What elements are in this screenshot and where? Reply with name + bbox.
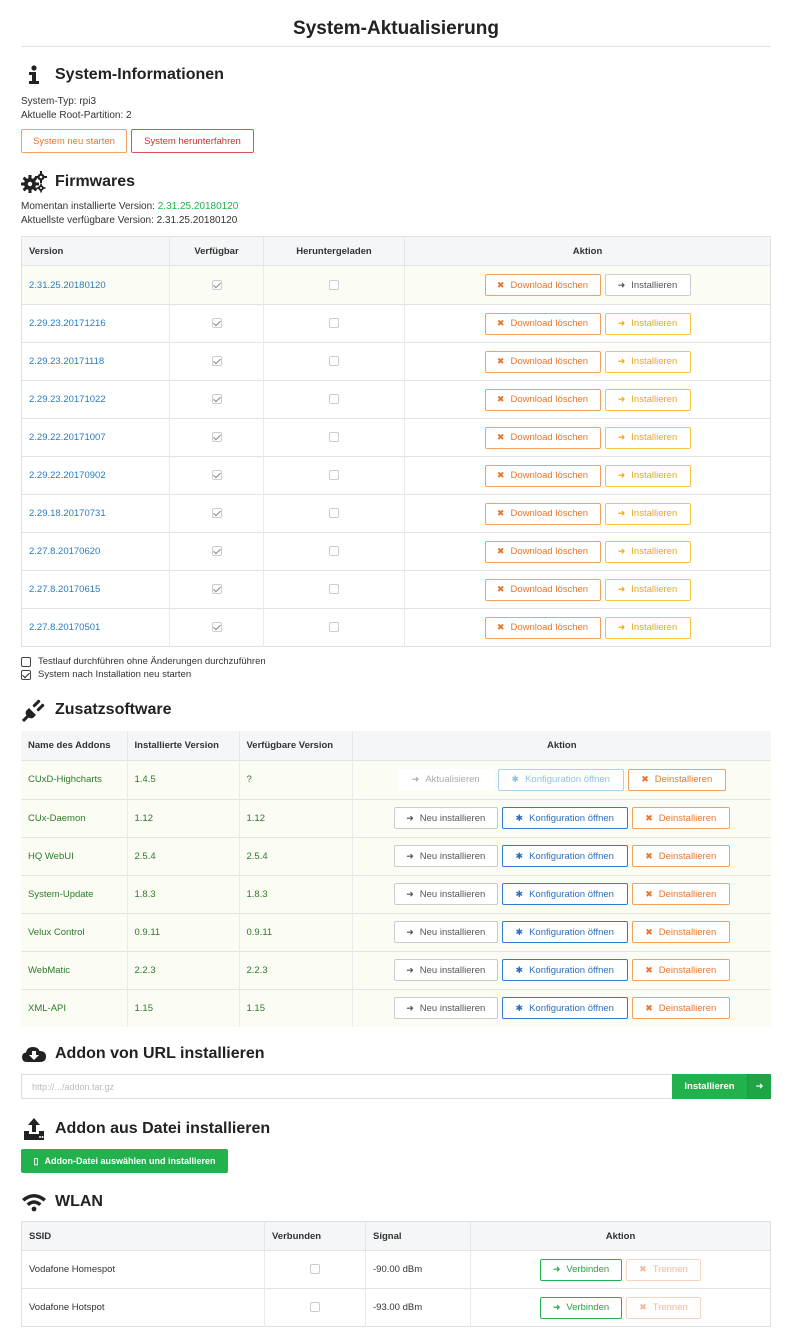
- times-icon: ✖: [641, 774, 649, 784]
- delete-download-button[interactable]: [485, 351, 601, 373]
- available-checkbox: [212, 622, 222, 632]
- downloaded-checkbox: [329, 280, 339, 290]
- install-firmware-label: Installieren: [631, 394, 678, 405]
- uninstall-addon-label: Deinstallieren: [658, 812, 717, 824]
- option-reboot[interactable]: [21, 669, 191, 680]
- times-icon: ✖: [496, 584, 505, 594]
- available-checkbox: [212, 432, 222, 442]
- firmware-version-link[interactable]: 2.27.8.20170615: [22, 571, 170, 609]
- system-info-header: [21, 63, 224, 87]
- reinstall-addon-label: Neu installieren: [419, 1002, 486, 1014]
- gear-icon: ✱: [515, 964, 524, 975]
- delete-download-button[interactable]: [485, 541, 601, 563]
- dryrun-label: Testlauf durchführen ohne Änderungen durchzuführen: [38, 656, 266, 667]
- delete-download-label: Download löschen: [510, 318, 589, 329]
- delete-download-button[interactable]: [485, 617, 601, 639]
- gear-icon: ✱: [515, 850, 524, 861]
- sign-in-icon: ➜: [617, 356, 626, 366]
- install-firmware-button[interactable]: [605, 541, 691, 563]
- delete-download-label: Download löschen: [510, 508, 589, 519]
- firmware-version-link[interactable]: 2.29.23.20171022: [22, 381, 170, 419]
- sign-in-icon: ➜: [617, 470, 626, 480]
- delete-download-button[interactable]: [485, 389, 601, 411]
- addon-name: XML-API: [21, 989, 127, 1027]
- install-firmware-button[interactable]: [605, 465, 691, 487]
- connect-label: Verbinden: [566, 1264, 610, 1275]
- reboot-checkbox[interactable]: [21, 670, 31, 680]
- addon-name: System-Update: [21, 875, 127, 913]
- reinstall-addon-label: Neu installieren: [419, 888, 486, 900]
- addons-heading: Zusatzsoftware: [55, 701, 172, 718]
- available-checkbox: [212, 394, 222, 404]
- addon-installed-version: 2.5.4: [127, 837, 239, 875]
- table-row: [22, 609, 771, 647]
- page-title: System-Aktualisierung: [21, 18, 771, 47]
- open-config-label: Konfiguration öffnen: [529, 850, 614, 862]
- reinstall-addon-button[interactable]: [394, 959, 498, 981]
- table-row: [22, 266, 771, 305]
- open-config-button[interactable]: [502, 997, 628, 1019]
- upload-icon: [21, 1117, 47, 1141]
- reinstall-addon-button[interactable]: [394, 883, 498, 905]
- connect-button[interactable]: [540, 1297, 622, 1319]
- times-icon: ✖: [496, 546, 505, 556]
- wlan-heading: WLAN: [55, 1193, 103, 1210]
- times-icon: ✖: [496, 622, 505, 632]
- addon-name: Velux Control: [21, 913, 127, 951]
- open-config-label: Konfiguration öffnen: [529, 964, 614, 976]
- url-install-button[interactable]: [672, 1074, 771, 1099]
- addons-table: [21, 731, 771, 1027]
- installed-version-line: [21, 201, 238, 212]
- uninstall-addon-label: Deinstallieren: [658, 926, 717, 938]
- install-firmware-label: Installieren: [631, 470, 678, 481]
- addon-installed-version: 2.2.3: [127, 951, 239, 989]
- open-config-button[interactable]: [502, 845, 628, 867]
- col-addon-name: Name des Addons: [21, 731, 127, 760]
- reinstall-addon-label: Neu installieren: [419, 812, 486, 824]
- plug-icon: [21, 698, 47, 722]
- gear-icon: ✱: [515, 926, 524, 937]
- uninstall-addon-button[interactable]: [632, 959, 730, 981]
- firmwares-header: [21, 170, 135, 194]
- times-icon: ✖: [496, 394, 505, 404]
- sign-in-icon: ➜: [617, 318, 626, 328]
- delete-download-label: Download löschen: [510, 356, 589, 367]
- open-config-button[interactable]: [502, 959, 628, 981]
- connected-checkbox: [310, 1264, 320, 1274]
- wlan-header: [21, 1190, 103, 1214]
- gear-icon: ✱: [511, 774, 520, 784]
- addon-installed-version: 1.4.5: [127, 760, 239, 799]
- downloaded-checkbox: [329, 318, 339, 328]
- addon-available-version: 0.9.11: [239, 913, 352, 951]
- firmware-version-link[interactable]: 2.29.23.20171216: [22, 305, 170, 343]
- uninstall-addon-label: Deinstallieren: [658, 1002, 717, 1014]
- sign-in-icon: ➜: [406, 812, 414, 823]
- delete-download-label: Download löschen: [510, 279, 589, 291]
- col-connected: Verbunden: [265, 1222, 366, 1251]
- wlan-signal: -90.00 dBm: [366, 1251, 471, 1289]
- disconnect-label: Trennen: [652, 1302, 688, 1313]
- shutdown-system-button[interactable]: System herunterfahren: [131, 129, 254, 153]
- firmware-version-link[interactable]: 2.29.18.20170731: [22, 495, 170, 533]
- sign-in-icon: ➜: [617, 622, 626, 632]
- choose-file-install-button[interactable]: [21, 1149, 228, 1173]
- times-icon: ✖: [496, 432, 505, 442]
- choose-file-label: Addon-Datei auswählen und installieren: [44, 1156, 216, 1166]
- sign-in-icon: ➜: [747, 1074, 771, 1099]
- table-row: [22, 381, 771, 419]
- install-firmware-button[interactable]: [605, 579, 691, 601]
- addon-available-version: 1.8.3: [239, 875, 352, 913]
- col-installed-version: Installierte Version: [127, 731, 239, 760]
- install-firmware-button[interactable]: [605, 427, 691, 449]
- available-checkbox: [212, 546, 222, 556]
- reinstall-addon-label: Neu installieren: [419, 964, 486, 976]
- delete-download-label: Download löschen: [510, 394, 589, 405]
- install-firmware-label: Installieren: [631, 356, 678, 367]
- uninstall-addon-button[interactable]: [632, 883, 730, 905]
- delete-download-button[interactable]: [485, 427, 601, 449]
- available-checkbox: [212, 356, 222, 366]
- delete-download-label: Download löschen: [510, 622, 589, 633]
- url-install-button-label: Installieren: [684, 1081, 735, 1092]
- url-install-heading: Addon von URL installieren: [55, 1045, 265, 1062]
- sign-in-icon: ➜: [406, 964, 414, 975]
- col-version: Version: [22, 237, 170, 266]
- times-icon: ✖: [645, 964, 653, 975]
- delete-download-button[interactable]: [485, 579, 601, 601]
- reinstall-addon-button[interactable]: [394, 997, 498, 1019]
- table-row: [22, 305, 771, 343]
- open-config-label: Konfiguration öffnen: [529, 926, 614, 938]
- disconnect-label: Trennen: [652, 1264, 688, 1275]
- table-row: [22, 495, 771, 533]
- open-config-button[interactable]: [502, 807, 628, 829]
- downloaded-checkbox: [329, 622, 339, 632]
- table-row: [21, 951, 771, 989]
- uninstall-addon-label: Deinstallieren: [658, 964, 717, 976]
- dryrun-checkbox[interactable]: [21, 657, 31, 667]
- addon-installed-version: 1.12: [127, 799, 239, 837]
- gears-icon: [21, 170, 47, 194]
- firmware-version-link[interactable]: 2.31.25.20180120: [22, 266, 170, 305]
- file-install-heading: Addon aus Datei installieren: [55, 1120, 271, 1137]
- delete-download-label: Download löschen: [510, 432, 589, 443]
- addon-installed-version: 1.8.3: [127, 875, 239, 913]
- table-row: [22, 1251, 771, 1289]
- uninstall-addon-button[interactable]: [628, 769, 726, 791]
- reboot-label: System nach Installation neu starten: [38, 669, 192, 680]
- firmware-version-link[interactable]: 2.29.23.20171118: [22, 343, 170, 381]
- install-firmware-label: Installieren: [631, 622, 678, 633]
- install-firmware-button[interactable]: [605, 503, 691, 525]
- installed-version-value: 2.31.25.20180120: [157, 201, 239, 212]
- install-firmware-button[interactable]: [605, 351, 691, 373]
- table-row: [22, 343, 771, 381]
- addon-name: CUx-Daemon: [21, 799, 127, 837]
- reinstall-addon-label: Neu installieren: [419, 926, 486, 938]
- times-icon: ✖: [496, 279, 505, 290]
- times-icon: ✖: [645, 1002, 653, 1013]
- installed-version-label: Momentan installierte Version:: [21, 201, 158, 212]
- downloaded-checkbox: [329, 432, 339, 442]
- delete-download-label: Download löschen: [510, 584, 589, 595]
- uninstall-addon-button[interactable]: [632, 807, 730, 829]
- times-icon: ✖: [645, 812, 653, 823]
- disconnect-button[interactable]: [626, 1259, 701, 1281]
- system-type: System-Typ: rpi3: [21, 96, 97, 107]
- addon-url-input[interactable]: [21, 1074, 672, 1099]
- connect-label: Verbinden: [566, 1302, 610, 1313]
- root-partition: Aktuelle Root-Partition: 2: [21, 110, 132, 121]
- gear-icon: ✱: [515, 888, 524, 899]
- sign-in-icon: ➜: [617, 279, 626, 290]
- downloaded-checkbox: [329, 394, 339, 404]
- available-checkbox: [212, 318, 222, 328]
- available-checkbox: [212, 508, 222, 518]
- col-action: Aktion: [405, 237, 771, 266]
- open-config-label: Konfiguration öffnen: [529, 1002, 614, 1014]
- table-row: [22, 533, 771, 571]
- delete-download-button[interactable]: [485, 274, 601, 296]
- sign-in-icon: ➜: [617, 584, 626, 594]
- firmwares-heading: Firmwares: [55, 173, 136, 190]
- delete-download-button[interactable]: [485, 313, 601, 335]
- reinstall-addon-button[interactable]: [394, 921, 498, 943]
- install-firmware-button[interactable]: [605, 274, 691, 296]
- times-icon: ✖: [645, 888, 653, 899]
- addon-available-version: ?: [239, 760, 352, 799]
- times-icon: ✖: [496, 356, 505, 366]
- times-icon: ✖: [639, 1302, 647, 1312]
- table-row: [22, 419, 771, 457]
- delete-download-button[interactable]: [485, 465, 601, 487]
- addon-available-version: 1.15: [239, 989, 352, 1027]
- times-icon: ✖: [645, 850, 653, 861]
- sign-in-icon: ➜: [617, 508, 626, 518]
- table-row: [21, 913, 771, 951]
- install-firmware-button[interactable]: [605, 389, 691, 411]
- sign-in-icon: ➜: [552, 1302, 561, 1312]
- firmware-table: [21, 236, 771, 647]
- downloaded-checkbox: [329, 508, 339, 518]
- table-row: [21, 799, 771, 837]
- col-wlan-action: Aktion: [471, 1222, 771, 1251]
- table-row: [22, 457, 771, 495]
- restart-system-button[interactable]: System neu starten: [21, 129, 127, 153]
- addon-installed-version: 1.15: [127, 989, 239, 1027]
- reinstall-addon-button[interactable]: [394, 807, 498, 829]
- uninstall-addon-label: Deinstallieren: [654, 774, 713, 785]
- disconnect-button[interactable]: [626, 1297, 701, 1319]
- install-firmware-button[interactable]: [605, 313, 691, 335]
- addon-name: HQ WebUI: [21, 837, 127, 875]
- sign-in-icon: ➜: [617, 546, 626, 556]
- delete-download-button[interactable]: [485, 503, 601, 525]
- addon-name: WebMatic: [21, 951, 127, 989]
- sign-in-icon: ➜: [406, 1002, 414, 1013]
- table-row: [21, 837, 771, 875]
- col-available-version: Verfügbare Version: [239, 731, 352, 760]
- downloaded-checkbox: [329, 470, 339, 480]
- wifi-icon: [21, 1190, 47, 1214]
- open-config-button[interactable]: [498, 769, 624, 791]
- install-firmware-label: Installieren: [631, 546, 678, 557]
- reinstall-addon-button[interactable]: [394, 845, 498, 867]
- install-firmware-label: Installieren: [631, 318, 678, 329]
- available-checkbox: [212, 584, 222, 594]
- available-checkbox: [212, 470, 222, 480]
- uninstall-addon-button[interactable]: [632, 845, 730, 867]
- install-firmware-label: Installieren: [631, 508, 678, 519]
- open-config-label: Konfiguration öffnen: [525, 774, 610, 785]
- col-signal: Signal: [366, 1222, 471, 1251]
- file-icon: ▯: [33, 1155, 39, 1166]
- latest-version-line: Aktuellste verfügbare Version: 2.31.25.20180120: [21, 215, 238, 226]
- sign-in-icon: ➜: [406, 850, 414, 861]
- url-install-header: [21, 1042, 265, 1066]
- table-row: [21, 760, 771, 799]
- col-downloaded: Heruntergeladen: [264, 237, 405, 266]
- times-icon: ✖: [496, 470, 505, 480]
- addon-name: CUxD-Highcharts: [21, 760, 127, 799]
- url-install-row: [21, 1074, 771, 1099]
- install-firmware-button[interactable]: [605, 617, 691, 639]
- uninstall-addon-label: Deinstallieren: [658, 888, 717, 900]
- connected-checkbox: [310, 1302, 320, 1312]
- table-row: [22, 1289, 771, 1327]
- sign-in-icon: ➜: [617, 432, 626, 442]
- addon-available-version: 1.12: [239, 799, 352, 837]
- sign-in-icon: ➜: [406, 888, 414, 899]
- uninstall-addon-label: Deinstallieren: [658, 850, 717, 862]
- addon-available-version: 2.2.3: [239, 951, 352, 989]
- wlan-signal: -93.00 dBm: [366, 1289, 471, 1327]
- sign-in-icon: ➜: [617, 394, 626, 404]
- times-icon: ✖: [496, 318, 505, 328]
- reinstall-addon-label: Neu installieren: [419, 850, 486, 862]
- option-dryrun[interactable]: [21, 656, 266, 667]
- available-checkbox: [212, 280, 222, 290]
- firmware-version-link[interactable]: 2.27.8.20170620: [22, 533, 170, 571]
- delete-download-label: Download löschen: [510, 546, 589, 557]
- cloud-download-icon: [21, 1042, 47, 1066]
- table-row: [21, 989, 771, 1027]
- open-config-label: Konfiguration öffnen: [529, 888, 614, 900]
- sign-in-icon: ➜: [552, 1264, 561, 1274]
- downloaded-checkbox: [329, 356, 339, 366]
- table-row: [21, 875, 771, 913]
- addon-available-version: 2.5.4: [239, 837, 352, 875]
- update-addon-label: Aktualisieren: [425, 774, 480, 785]
- install-firmware-label: Installieren: [631, 432, 678, 443]
- open-config-button[interactable]: [502, 921, 628, 943]
- gear-icon: ✱: [515, 812, 524, 823]
- uninstall-addon-button[interactable]: [632, 997, 730, 1019]
- firmware-version-link[interactable]: 2.29.22.20171007: [22, 419, 170, 457]
- delete-download-label: Download löschen: [510, 470, 589, 481]
- connect-button[interactable]: [540, 1259, 622, 1281]
- sign-in-icon: ➜: [406, 926, 414, 937]
- times-icon: ✖: [496, 508, 505, 518]
- times-icon: ✖: [639, 1264, 647, 1274]
- times-icon: ✖: [645, 926, 653, 937]
- sign-in-icon: ➜: [411, 774, 420, 784]
- col-available: Verfügbar: [170, 237, 264, 266]
- install-firmware-label: Installieren: [631, 279, 678, 291]
- table-row: [22, 571, 771, 609]
- open-config-label: Konfiguration öffnen: [529, 812, 614, 824]
- update-addon-button[interactable]: [398, 769, 494, 791]
- wlan-ssid: Vodafone Hotspot: [22, 1289, 265, 1327]
- addon-installed-version: 0.9.11: [127, 913, 239, 951]
- wlan-ssid: Vodafone Homespot: [22, 1251, 265, 1289]
- system-info-heading: System-Informationen: [55, 66, 224, 83]
- wlan-table: [21, 1221, 771, 1327]
- downloaded-checkbox: [329, 546, 339, 556]
- firmware-version-link[interactable]: 2.27.8.20170501: [22, 609, 170, 647]
- downloaded-checkbox: [329, 584, 339, 594]
- gear-icon: ✱: [515, 1002, 524, 1013]
- file-install-header: [21, 1117, 270, 1141]
- firmware-version-link[interactable]: 2.29.22.20170902: [22, 457, 170, 495]
- open-config-button[interactable]: [502, 883, 628, 905]
- install-firmware-label: Installieren: [631, 584, 678, 595]
- info-icon: [21, 63, 47, 87]
- col-addon-action: Aktion: [352, 731, 771, 760]
- col-ssid: SSID: [22, 1222, 265, 1251]
- addons-header: [21, 698, 171, 722]
- uninstall-addon-button[interactable]: [632, 921, 730, 943]
